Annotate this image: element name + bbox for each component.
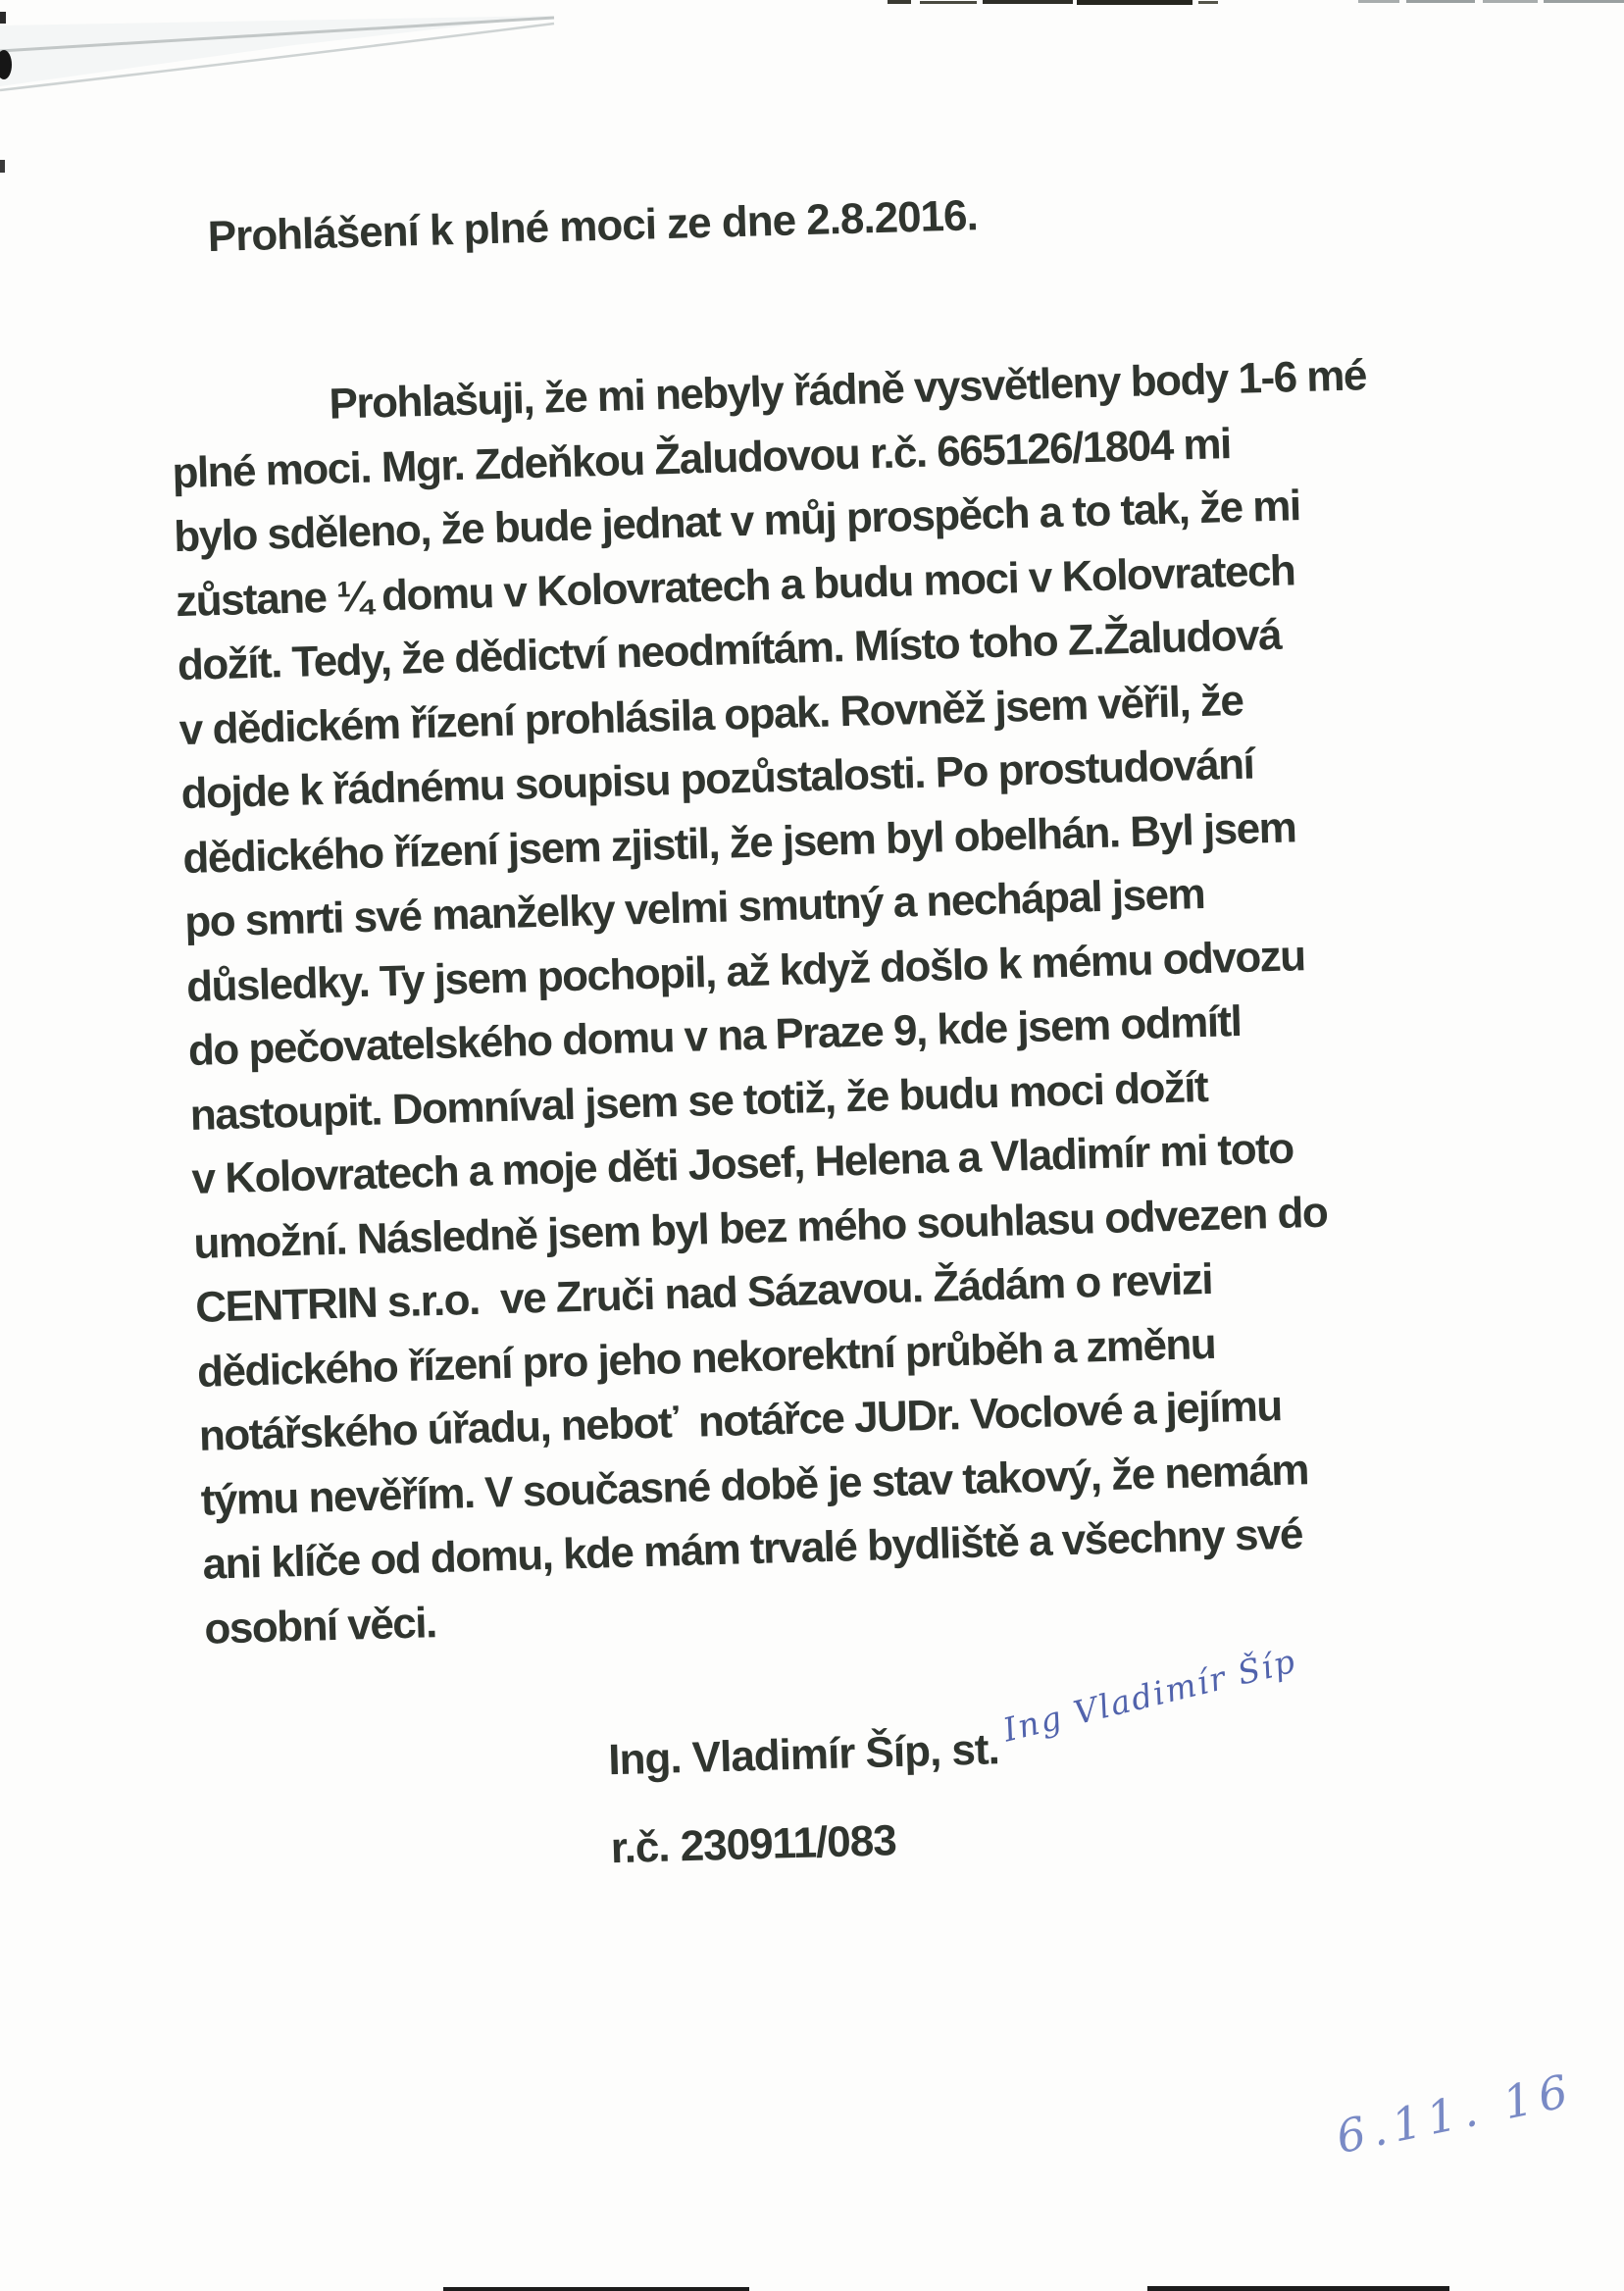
bottom-edge-mark (1147, 2286, 1449, 2291)
body-line: zůstane ¼ domu v Kolovratech a budu moci v Kolovratech (175, 545, 1295, 626)
body-line: dědického řízení pro jeho nekorektní průběh a změnu (196, 1319, 1216, 1397)
body-line: v Kolovratech a moje děti Josef, Helena a Vladimír mi toto (190, 1124, 1294, 1203)
handwritten-date: 6.11. 16 (1331, 2062, 1580, 2164)
body-line: osobní věci. (203, 1598, 437, 1654)
body-line: umožní. Následně jsem byl bez mého souhlasu odvezen do (192, 1188, 1328, 1268)
body-line: CENTRIN s.r.o. ve Zruči nad Sázavou. Žádám o revizi (194, 1254, 1213, 1332)
body-line: dožít. Tedy, že dědictví neodmítám. Místo toho Z.Žaludová (177, 610, 1282, 690)
body-line: do pečovatelského domu v na Praze 9, kde jsem odmítl (187, 997, 1242, 1075)
bottom-edge-mark (443, 2287, 749, 2291)
signature-id-line: r.č. 230911/083 (610, 1816, 897, 1873)
body-line: Prohlašuji, že mi nebyly řádně vysvětleny body 1-6 mé (328, 351, 1367, 429)
body-line: týmu nevěřím. V současné době je stav takový, že nemám (200, 1445, 1309, 1525)
body-line: důsledky. Ty jsem pochopil, až když došlo k mému odvozu (185, 931, 1306, 1011)
body-line: dojde k řádnému soupisu pozůstalosti. Po prostudování (179, 739, 1254, 819)
body-line: v dědickém řízení prohlásila opak. Rovněž jsem věřil, že (178, 676, 1244, 754)
document-title: Prohlášení k plné moci ze dne 2.8.2016. (207, 191, 979, 262)
body-line: ani klíče od domu, kde mám trvalé bydliště a všechny své (201, 1509, 1303, 1589)
body-line: dědického řízení jsem zjistil, že jsem byl obelhán. Byl jsem (181, 802, 1296, 883)
body-line: notářského úřadu, neboť notářce JUDr. Voclové a jejímu (198, 1382, 1283, 1460)
document-body-paragraph (170, 340, 1509, 1661)
body-line: plné moci. Mgr. Zdeňkou Žaludovou r.č. 665126/1804 mi (171, 419, 1232, 497)
body-line: nastoupit. Domníval jsem se totiž, že budu moci dožít (189, 1062, 1208, 1140)
handwritten-signature: Ing Vladimír Šíp (999, 1641, 1300, 1750)
body-line: po smrti své manželky velmi smutný a nechápal jsem (183, 869, 1205, 947)
body-line: bylo sděleno, že bude jednat v můj prospěch a to tak, že mi (173, 482, 1301, 562)
signature-name-line: Ing. Vladimír Šíp, st. (607, 1725, 1000, 1785)
